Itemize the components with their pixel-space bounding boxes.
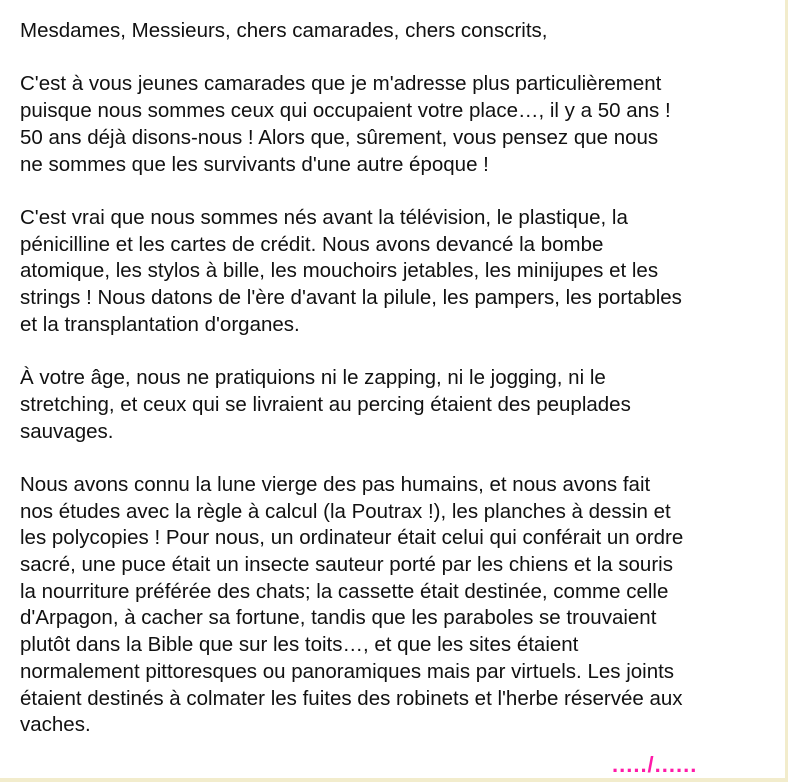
text-line: ne sommes que les survivants d'une autre époque !: [20, 152, 489, 176]
text-line: normalement pittoresques ou panoramiques mais par virtuels. Les joints: [20, 659, 675, 683]
text-line: pénicilline et les cartes de crédit. Nous avons devancé la bombe: [20, 232, 604, 256]
text-line: étaient destinés à colmater les fuites des robinets et l'herbe réservée aux: [20, 686, 683, 710]
greeting-line: Mesdames, Messieurs, chers camarades, chers conscrits,: [20, 19, 548, 42]
text-line: nos études avec la règle à calcul (la Poutrax !), les planches à dessin et: [20, 499, 671, 523]
text-line: d'Arpagon, à cacher sa fortune, tandis que les paraboles se trouvaient: [20, 606, 657, 630]
text-line: stretching, et ceux qui se livraient au percing étaient des peuplades: [20, 392, 631, 416]
paragraph-4: [20, 472, 780, 739]
text-line: vaches.: [20, 713, 91, 737]
text-line: et la transplantation d'organes.: [20, 312, 300, 336]
letter-body: [20, 18, 780, 739]
continued-marker: ...../......: [612, 752, 698, 777]
text-line: sacré, une puce était un insecte sauteur porté par les chiens et la souris: [20, 553, 673, 576]
text-line: sauvages.: [20, 419, 114, 443]
text-line: C'est à vous jeunes camarades que je m'adresse plus particulièrement: [20, 72, 662, 96]
text-line: strings ! Nous datons de l'ère d'avant la pilule, les pampers, les portables: [20, 286, 682, 309]
text-line: la nourriture préférée des chats; la cassette était destinée, comme celle: [20, 579, 669, 603]
paragraph-gap: [20, 338, 780, 365]
text-line: À votre âge, nous ne pratiquions ni le zapping, ni le jogging, ni le: [20, 366, 606, 390]
paragraph-gap: [20, 45, 780, 72]
text-line: les polycopies ! Pour nous, un ordinateur était celui qui conférait un ordre: [20, 526, 684, 550]
paragraph-3: [20, 365, 780, 445]
paragraph-gap: [20, 178, 780, 205]
text-line: C'est vrai que nous sommes nés avant la télévision, le plastique, la: [20, 205, 628, 229]
text-line: Nous avons connu la lune vierge des pas humains, et nous avons fait: [20, 472, 651, 496]
text-line: plutôt dans la Bible que sur les toits…, et que les sites étaient: [20, 633, 579, 657]
paragraph-gap: [20, 445, 780, 472]
text-line: puisque nous sommes ceux qui occupaient votre place…, il y a 50 ans !: [20, 99, 671, 123]
text-line: 50 ans déjà disons-nous ! Alors que, sûrement, vous pensez que nous: [20, 125, 659, 149]
text-line: atomique, les stylos à bille, les mouchoirs jetables, les minijupes et les: [20, 259, 659, 283]
paragraph-1: [20, 71, 780, 178]
paragraph-2: [20, 205, 780, 339]
